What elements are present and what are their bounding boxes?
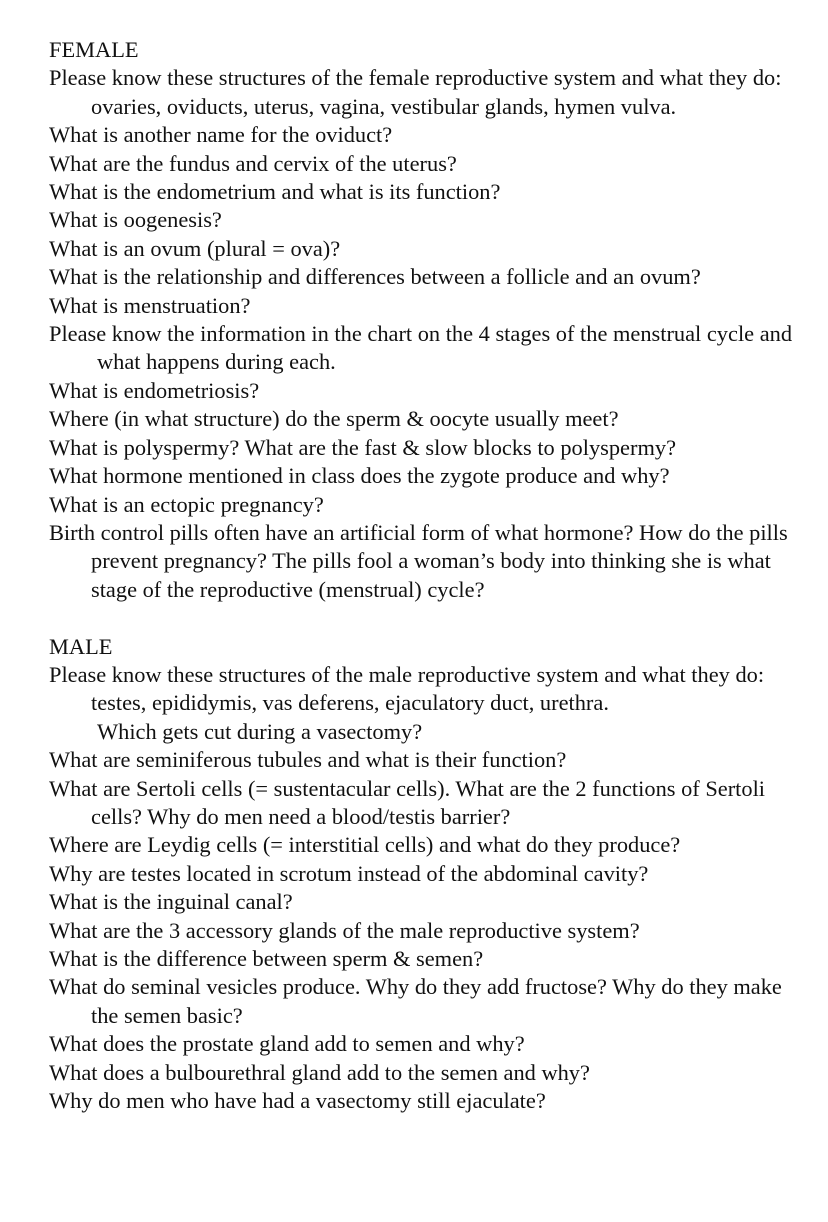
female-section-title: FEMALE [49,37,139,62]
female-question: What is endometriosis? [49,377,260,403]
male-question: What is the inguinal canal? [49,889,293,915]
female-question: What is an ectopic pregnancy? [49,491,324,517]
male-question: Why do men who have had a vasectomy still ejaculate? [49,1088,546,1114]
female-question: What is menstruation? [49,292,251,318]
study-guide-document [49,36,799,1115]
male-question: What do seminal vesicles produce. Why do they add fructose? Why do they make the semen basic? [49,974,782,1028]
male-question: Where are Leydig cells (= interstitial cells) and what do they produce? [49,832,681,858]
male-question: What is the difference between sperm & semen? [49,945,484,971]
female-question: What is the endometrium and what is its function? [49,179,501,205]
female-question: What are the fundus and cervix of the uterus? [49,150,457,176]
male-question-continuation: Which gets cut during a vasectomy? [97,718,423,744]
female-question: What is another name for the oviduct? [49,122,393,148]
female-question: Please know these structures of the female reproductive system and what they do: ovaries, oviducts, uterus, vagina, vestibular glands, hymen vulva. [49,65,782,119]
female-question: Birth control pills often have an artificial form of what hormone? How do the pills prevent pregnancy? The pills fool a woman’s body into thinking she is what stage of the reproductive (menstrual) cycle? [49,519,788,602]
female-question: What hormone mentioned in class does the zygote produce and why? [49,463,670,489]
section-spacer [49,604,799,632]
female-question: What is polyspermy? What are the fast & slow blocks to polyspermy? [49,434,677,460]
female-question: Please know the information in the chart on the 4 stages of the menstrual cycle and what happens during each. [49,321,793,375]
male-question: What are Sertoli cells (= sustentacular cells). What are the 2 functions of Sertoli cells? Why do men need a blood/testis barrier? [49,775,766,829]
male-question: Please know these structures of the male reproductive system and what they do: testes, epididymis, vas deferens, ejaculatory duct, urethra. [49,661,765,716]
male-question: What are seminiferous tubules and what is their function? [49,747,567,773]
male-section-title: MALE [49,633,113,659]
female-question: What is an ovum (plural = ova)? [49,235,341,261]
female-question: What is the relationship and differences between a follicle and an ovum? [49,264,701,290]
male-question: Why are testes located in scrotum instead of the abdominal cavity? [49,860,649,886]
female-question: What is oogenesis? [49,207,222,233]
male-question: What are the 3 accessory glands of the male reproductive system? [49,917,640,943]
female-question: Where (in what structure) do the sperm & oocyte usually meet? [49,406,619,432]
male-question: What does a bulbourethral gland add to the semen and why? [49,1059,590,1085]
male-question: What does the prostate gland add to semen and why? [49,1031,525,1057]
